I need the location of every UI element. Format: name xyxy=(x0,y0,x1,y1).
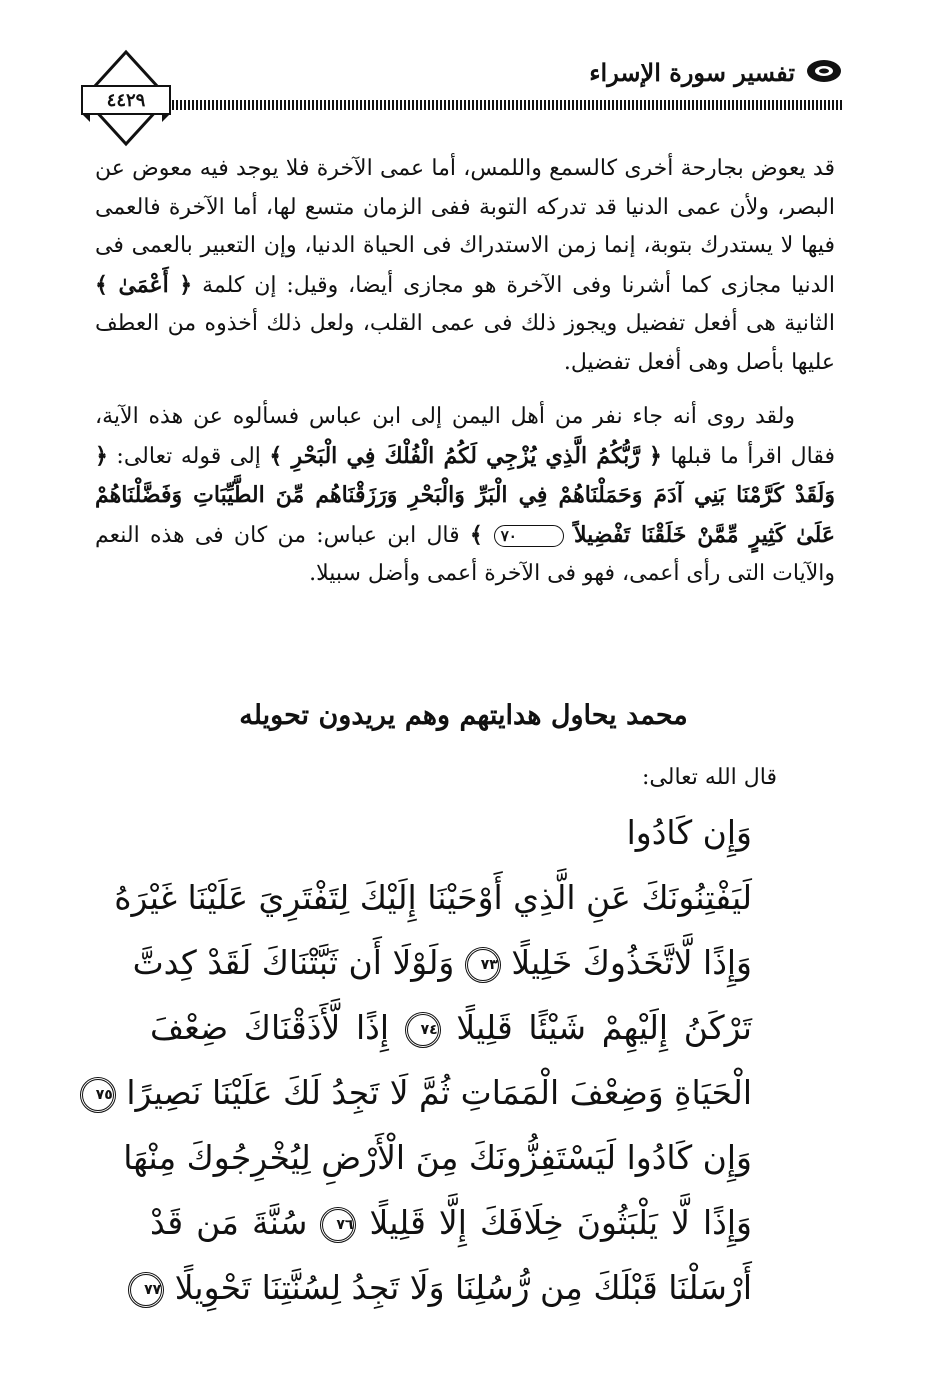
verse-end-marker: ٧٤ xyxy=(405,1012,441,1048)
quran-line xyxy=(150,1190,752,1255)
verse-text: وَإِن كَادُوا لَيَسْتَفِزُّونَكَ مِنَ الْأَرْضِ لِيُخْرِجُوكَ مِنْهَا xyxy=(123,1138,752,1177)
page-header-title: تفسير سورة الإسراء xyxy=(589,58,795,87)
verse-text: وَلَوْلَا أَن ثَبَّتْنَاكَ لَقَدْ كِدتَّ xyxy=(132,943,455,982)
quran-line xyxy=(114,865,752,930)
verse-text: تَرْكَنُ إِلَيْهِمْ شَيْئًا قَلِيلًا xyxy=(456,1008,752,1047)
paragraph xyxy=(95,150,835,382)
verse-text: أَرْسَلْنَا قَبْلَكَ مِن رُّسُلِنَا وَلَا تَجِدُ لِسُنَّتِنَا تَحْوِيلًا xyxy=(174,1268,752,1307)
quran-line xyxy=(150,995,752,1060)
quran-line xyxy=(144,1255,752,1320)
text-line: الآخرة فالعمى فيها لا يستدرك بتوبة، إنما زمن الاستدراك فى الحياة الدنيا، وإن xyxy=(95,194,835,258)
verse-text: سُنَّةَ مَن قَدْ xyxy=(150,1203,308,1242)
verse-text: إِذًا لَّأَذَقْنَاكَ ضِعْفَ xyxy=(150,1008,389,1047)
page-header xyxy=(80,48,850,148)
text-line: إلى قوله xyxy=(180,443,270,469)
verse-end-marker: ٧٧ xyxy=(128,1272,164,1308)
text-line: الآية، فقال اقرأ ما قبلها xyxy=(95,404,835,469)
text-line: ولقد روى أنه جاء نفر من أهل اليمن إلى ابن عباس فسألوه عن هذه xyxy=(148,404,795,429)
quran-quote: ﴿ رَّبُّكُمُ الَّذِي يُزْجِي لَكُمُ الْفُلْكَ فِي الْبَحْرِ ﴾ xyxy=(269,442,662,469)
quote-close: ﴾ xyxy=(469,521,494,548)
verse-text: لَيَفْتِنُونَكَ عَنِ الَّذِي أَوْحَيْنَا إِلَيْكَ لِتَفْتَرِيَ عَلَيْنَا غَيْرَهُ xyxy=(114,878,752,917)
text-line: الثانية هى أفعل تفضيل ويجوز ذلك فى عمى القلب، ولعل xyxy=(309,311,835,336)
text-line: التى رأى أعمى، فهو فى الآخرة أعمى وأضل سبيلا. xyxy=(309,561,766,586)
section-heading: محمد يحاول هدايتهم وهم يريدون تحويله xyxy=(239,700,688,731)
text-line: تعالى: xyxy=(107,443,173,469)
quran-quote: ﴿ وَلَقَدْ كَرَّمْنَا بَنِي آدَمَ وَحَمَلْنَاهُمْ فِي الْبَرِّ وَالْبَحْرِ وَرَزَقْنَاهُم مِّنَ الطَّيِّبَاتِ وَفَضَّلْنَاهُمْ عَلَىٰ كَثِيرٍ مِّمَّنْ خَلَقْنَا تَفْضِيلاً xyxy=(95,442,835,548)
quran-line xyxy=(150,800,752,865)
text-line: إن كلمة xyxy=(192,272,277,298)
text-line: معوض عن البصر، ولأن عمى الدنيا قد تدركه التوبة ففى الزمان متسع لها، أما xyxy=(95,156,835,220)
quran-quote: ﴿ أَعْمَىٰ ﴾ xyxy=(95,271,193,298)
verse-end-marker: ٧٦ xyxy=(320,1207,356,1243)
quran-line xyxy=(132,930,752,995)
quran-line xyxy=(123,1125,752,1190)
text-line: قال ابن عباس: من كان فى هذه النعم والآيات xyxy=(95,522,835,586)
quran-block xyxy=(95,800,752,1320)
verse-text: وَإِذًا لَّاتَّخَذُوكَ خَلِيلًا xyxy=(511,943,752,982)
text-line: ذلك أخذوه من العطف عليها بأصل وهى أفعل تفضيل. xyxy=(95,311,835,375)
quran-intro: قال الله تعالى: xyxy=(642,765,777,790)
paragraph xyxy=(95,398,835,594)
ornament-icon xyxy=(804,58,844,84)
verse-number: ٧٠ xyxy=(494,525,564,547)
header-divider xyxy=(160,100,844,110)
verse-end-marker: ٧٣ xyxy=(465,947,501,983)
verse-end-marker: ٧٥ xyxy=(80,1077,116,1113)
text-line: التعبير بالعمى فى الدنيا مجازى كما أشرنا وفى الآخرة هو مجازى أيضا، وقيل: xyxy=(95,233,835,298)
verse-text: وَإِن كَادُوا xyxy=(626,813,752,852)
page-number: ٤٤٢٩ xyxy=(106,90,146,111)
text-line: قد يعوض بجارحة أخرى كالسمع واللمس، أما عمى الآخرة فلا يوجد فيه xyxy=(199,156,835,181)
verse-text: وَإِذًا لَّا يَلْبَثُونَ خِلَافَكَ إِلَّا قَلِيلًا xyxy=(369,1203,752,1242)
verse-text: الْحَيَاةِ وَضِعْفَ الْمَمَاتِ ثُمَّ لَا تَجِدُ لَكَ عَلَيْنَا نَصِيرًا xyxy=(126,1073,752,1112)
main-text xyxy=(95,150,835,610)
quran-line xyxy=(95,1060,752,1125)
